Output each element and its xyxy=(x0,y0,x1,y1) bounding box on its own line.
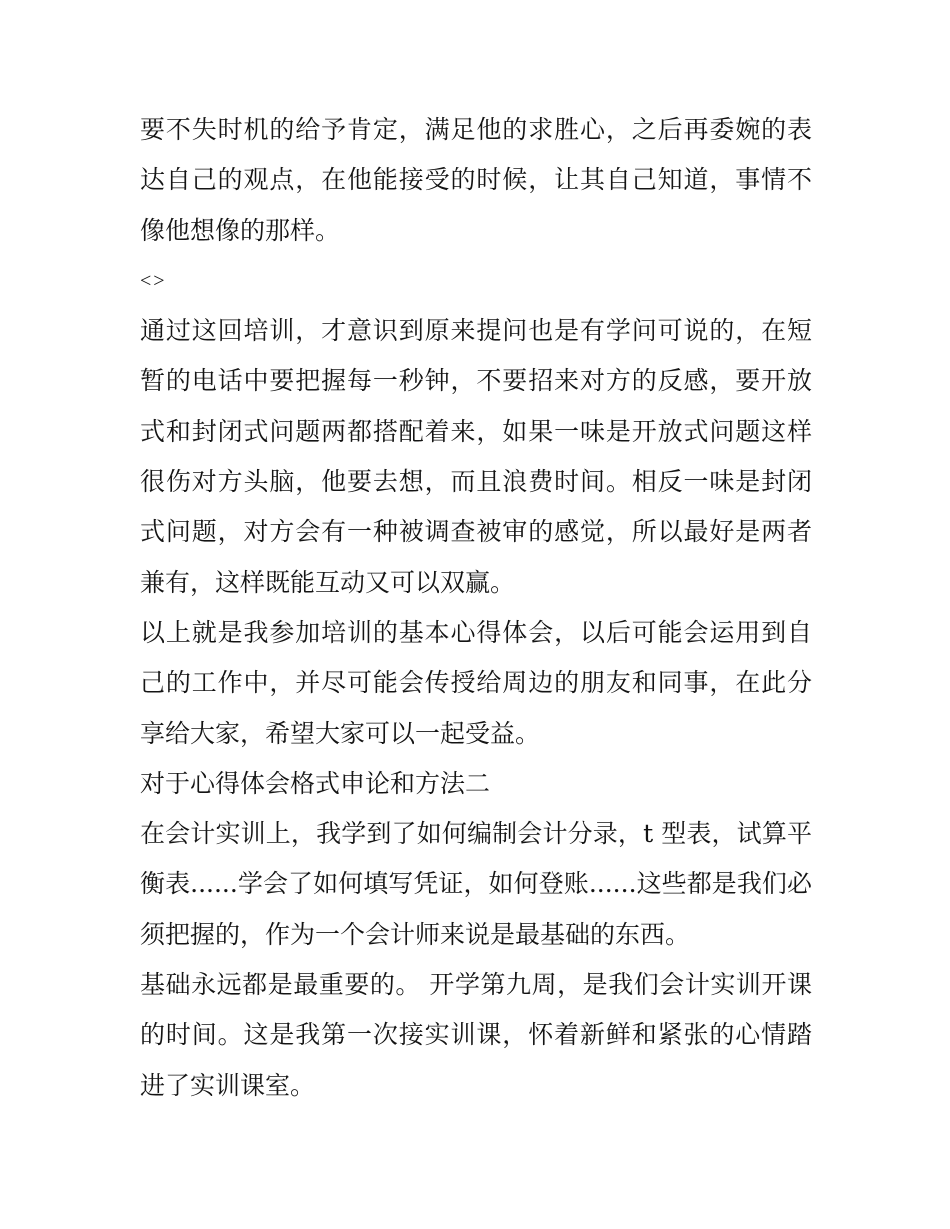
document-body xyxy=(140,105,812,1111)
paragraph-training-summary: 以上就是我参加培训的基本心得体会，以后可能会运用到自己的工作中，并尽可能会传授给周边的朋友和同事，在此分享给大家，希望大家可以一起受益。 xyxy=(140,617,812,748)
paragraph-accounting-training: 在会计实训上，我学到了如何编制会计分录，t 型表，试算平衡表......学会了如何填写凭证，如何登账......这些都是我们必须把握的，作为一个会计师来说是最基础的东西。 xyxy=(140,819,812,949)
paragraph-questioning-skills: 通过这回培训，才意识到原来提问也是有学问可说的，在短暂的电话中要把握每一秒钟，不要招来对方的反感，要开放式和封闭式问题两都搭配着来，如果一味是开放式问题这样很伤对方头脑，他要去想，而且浪费时间。相反一味是封闭式问题，对方会有一种被调查被审的感觉，所以最好是两者兼有，这样既能互动又可以双赢。 xyxy=(140,316,812,597)
section-heading: 对于心得体会格式申论和方法二 xyxy=(140,768,491,798)
paragraph-first-practical-class: 基础永远都是最重要的。 开学第九周，是我们会计实训开课的时间。这是我第一次接实训课，怀着新鲜和紧张的心情踏进了实训课室。 xyxy=(140,970,812,1100)
paragraph-praise-and-opinion: 要不失时机的给予肯定，满足他的求胜心，之后再委婉的表达自己的观点，在他能接受的时候，让其自己知道，事情不像他想像的那样。 xyxy=(140,115,812,245)
paragraph-marker: <> xyxy=(140,269,167,292)
